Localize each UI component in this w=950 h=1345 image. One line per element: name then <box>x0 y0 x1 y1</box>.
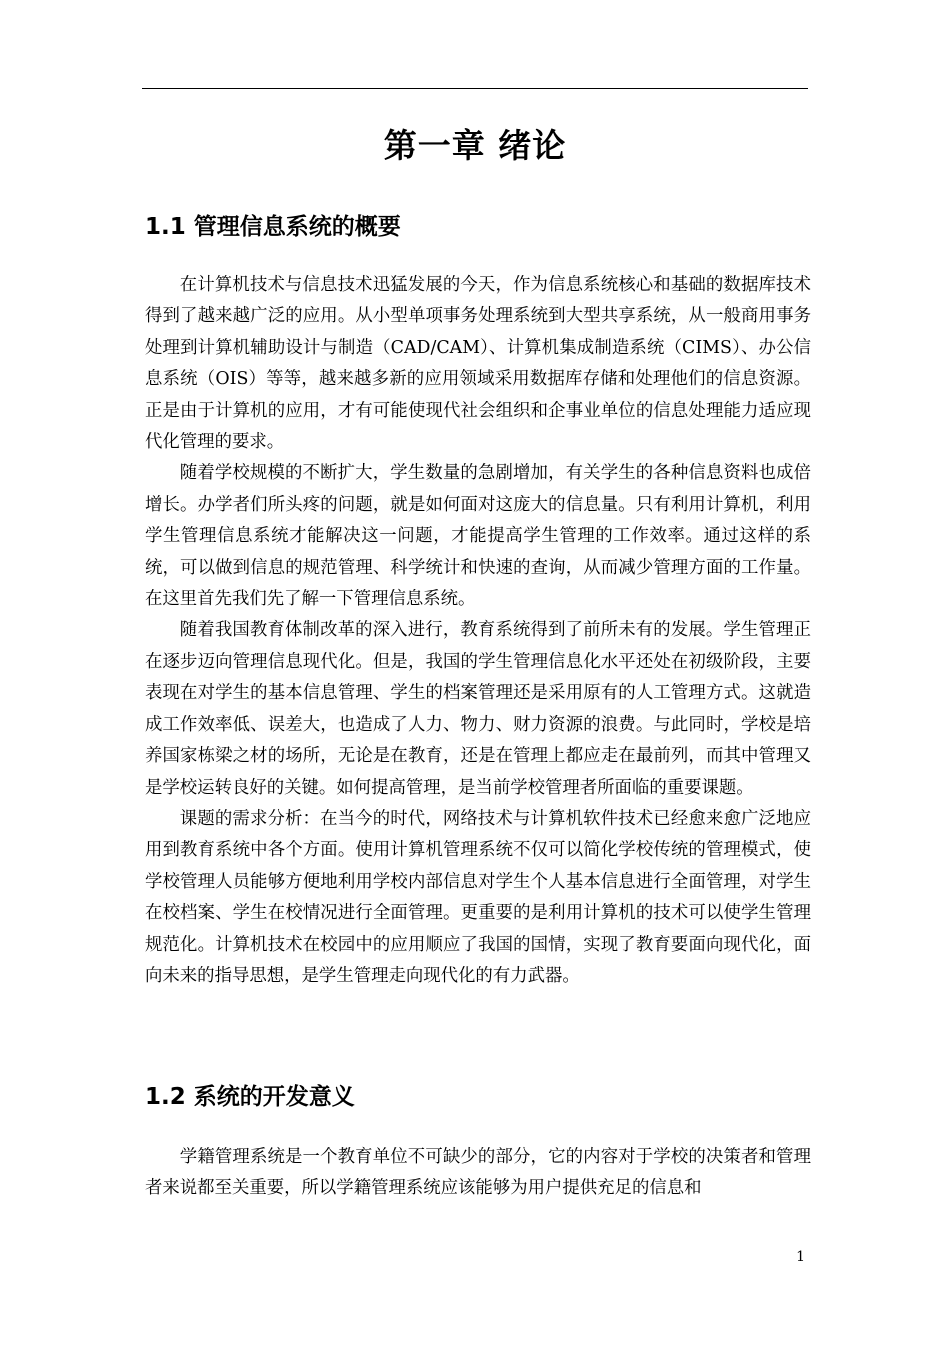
paragraph: 在计算机技术与信息技术迅猛发展的今天，作为信息系统核心和基础的数据库技术得到了越来越广泛的应用。从小型单项事务处理系统到大型共享系统，从一般商用事务处理到计算机辅助设计与制造（CAD/CAM）、计算机集成制造系统（CIMS）、办公信息系统（OIS）等等，越来越多新的应用领域采用数据库存储和处理他们的信息资源。正是由于计算机的应用，才有可能使现代社会组织和企事业单位的信息处理能力适应现代化管理的要求。 <box>145 275 811 453</box>
paragraph: 学籍管理系统是一个教育单位不可缺少的部分，它的内容对于学校的决策者和管理者来说都至关重要，所以学籍管理系统应该能够为用户提供充足的信息和 <box>145 1147 811 1199</box>
paragraph: 课题的需求分析：在当今的时代，网络技术与计算机软件技术已经愈来愈广泛地应用到教育系统中各个方面。使用计算机管理系统不仅可以简化学校传统的管理模式，使学校管理人员能够方便地利用学校内部信息对学生个人基本信息进行全面管理，对学生在校档案、学生在校情况进行全面管理。更重要的是利用计算机的技术可以使学生管理规范化。计算机技术在校园中的应用顺应了我国的国情，实现了教育要面向现代化，面向未来的指导思想，是学生管理走向现代化的有力武器。 <box>145 808 811 986</box>
paragraph: 随着我国教育体制改革的深入进行，教育系统得到了前所未有的发展。学生管理正在逐步迈向管理信息现代化。但是，我国的学生管理信息化水平还处在初级阶段，主要表现在对学生的基本信息管理、学生的档案管理还是采用原有的人工管理方式。这就造成工作效率低、误差大，也造成了人力、物力、财力资源的浪费。与此同时，学校是培养国家栋梁之材的场所，无论是在教育，还是在管理上都应走在最前列，而其中管理又是学校运转良好的关键。如何提高管理，是当前学校管理者所面临的重要课题。 <box>145 620 811 798</box>
section-heading-1-1: 1.1 管理信息系统的概要 <box>145 214 401 240</box>
paragraph: 随着学校规模的不断扩大，学生数量的急剧增加，有关学生的各种信息资料也成倍增长。办学者们所头疼的问题，就是如何面对这庞大的信息量。只有利用计算机，利用学生管理信息系统才能解决这一问题，才能提高学生管理的工作效率。通过这样的系统，可以做到信息的规范管理、科学统计和快速的查询，从而减少管理方面的工作量。在这里首先我们先了解一下管理信息系统。 <box>145 463 811 610</box>
chapter-title: 第一章 绪论 <box>383 126 567 165</box>
section-1-1-body <box>145 270 811 992</box>
section-heading-1-2: 1.2 系统的开发意义 <box>145 1084 355 1110</box>
section-1-2-body <box>145 1142 811 1205</box>
header-rule <box>142 88 808 89</box>
page-number: 1 <box>796 1249 805 1265</box>
